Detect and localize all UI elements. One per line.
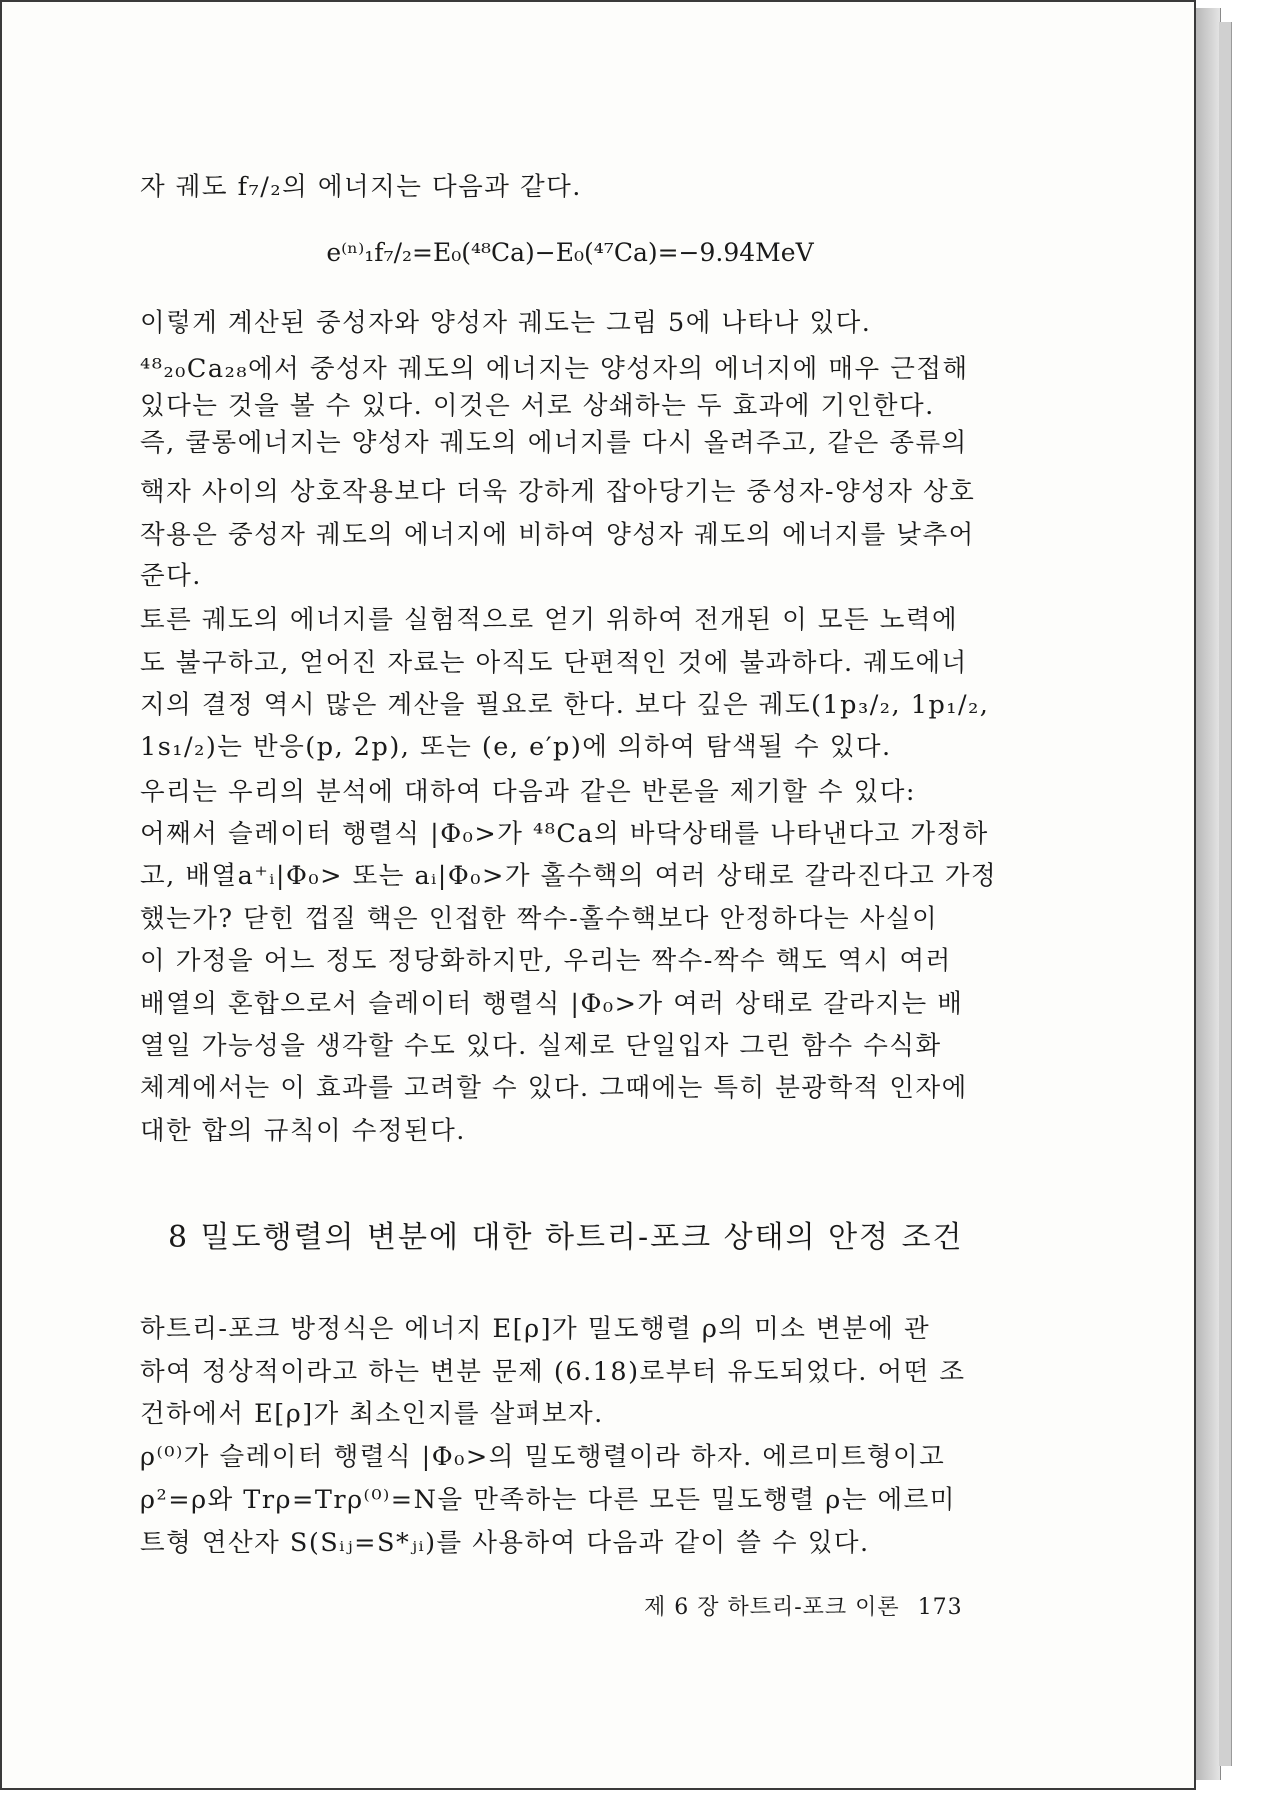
text-line: 1s₁/₂)는 반응(p, 2p), 또는 (e, e′p)에 의하여 탐색될 수 있다. — [140, 732, 892, 762]
running-header: 제 6 장 하트리-포크 이론 — [644, 1595, 900, 1620]
page-footer — [644, 1590, 963, 1621]
text-line: 준다. — [140, 561, 202, 591]
text-line: 자 궤도 f₇/₂의 에너지는 다음과 같다. — [140, 172, 582, 202]
text-line: 도 불구하고, 얻어진 자료는 아직도 단편적인 것에 불과하다. 궤도에너 — [140, 648, 968, 678]
text-line: ρ²=ρ와 Trρ=Trρ⁽⁰⁾=N을 만족하는 다른 모든 밀도행렬 ρ는 에르미 — [140, 1485, 956, 1515]
text-line: 있다는 것을 볼 수 있다. 이것은 서로 상쇄하는 두 효과에 기인한다. — [140, 391, 935, 421]
text-line: 배열의 혼합으로서 슬레이터 행렬식 |Φ₀>가 여러 상태로 갈라지는 배 — [140, 989, 964, 1019]
page-stack-edge-back — [1219, 22, 1232, 1766]
text-line: ⁴⁸₂₀Ca₂₈에서 중성자 궤도의 에너지는 양성자의 에너지에 매우 근접해 — [140, 354, 969, 384]
text-line: 열일 가능성을 생각할 수도 있다. 실제로 단일입자 그린 함수 수식화 — [140, 1031, 942, 1061]
text-line: 이 가정을 어느 정도 정당화하지만, 우리는 짝수-짝수 핵도 역시 여러 — [140, 946, 952, 976]
section-heading: 8 밀도행렬의 변분에 대한 하트리-포크 상태의 안정 조건 — [168, 1220, 964, 1255]
text-line: 어째서 슬레이터 행렬식 |Φ₀>가 ⁴⁸Ca의 바닥상태를 나타낸다고 가정하 — [140, 819, 989, 849]
text-line: 했는가? 닫힌 껍질 핵은 인접한 짝수-홀수핵보다 안정하다는 사실이 — [140, 904, 939, 934]
text-line: 지의 결정 역시 많은 계산을 필요로 한다. 보다 깊은 궤도(1p₃/₂, 1p₁/₂, — [140, 690, 990, 720]
text-line: 우리는 우리의 분석에 대하여 다음과 같은 반론을 제기할 수 있다: — [140, 777, 917, 807]
text-line: 트형 연산자 S(Sᵢⱼ=S*ⱼᵢ)를 사용하여 다음과 같이 쓸 수 있다. — [140, 1528, 870, 1558]
text-line: 작용은 중성자 궤도의 에너지에 비하여 양성자 궤도의 에너지를 낮추어 — [140, 520, 975, 550]
text-line: 대한 합의 규칙이 수정된다. — [140, 1116, 466, 1146]
text-line: 이렇게 계산된 중성자와 양성자 궤도는 그림 5에 나타나 있다. — [140, 308, 872, 338]
text-line: 고, 배열a⁺ᵢ|Φ₀> 또는 aᵢ|Φ₀>가 홀수핵의 여러 상태로 갈라진다고 가정 — [140, 861, 998, 891]
text-line: 핵자 사이의 상호작용보다 더욱 강하게 잡아당기는 중성자-양성자 상호 — [140, 477, 976, 507]
text-line: 토른 궤도의 에너지를 실험적으로 얻기 위하여 전개된 이 모든 노력에 — [140, 605, 959, 635]
text-line: 하여 정상적이라고 하는 변분 문제 (6.18)로부터 유도되었다. 어떤 조 — [140, 1357, 966, 1387]
page-stack-edge — [1196, 8, 1221, 1780]
text-line: 체계에서는 이 효과를 고려할 수 있다. 그때에는 특히 분광학적 인자에 — [140, 1073, 968, 1103]
text-line: 건하에서 E[ρ]가 최소인지를 살펴보자. — [140, 1399, 604, 1429]
page-number: 173 — [917, 1595, 963, 1620]
text-line: 하트리-포크 방정식은 에너지 E[ρ]가 밀도행렬 ρ의 미소 변분에 관 — [140, 1314, 931, 1344]
equation: e⁽ⁿ⁾₁f₇/₂=E₀(⁴⁸Ca)−E₀(⁴⁷Ca)=−9.94MeV — [326, 238, 814, 267]
text-line: ρ⁽⁰⁾가 슬레이터 행렬식 |Φ₀>의 밀도행렬이라 하자. 에르미트형이고 — [140, 1442, 946, 1472]
text-line: 즉, 쿨롱에너지는 양성자 궤도의 에너지를 다시 올려주고, 같은 종류의 — [140, 428, 968, 458]
